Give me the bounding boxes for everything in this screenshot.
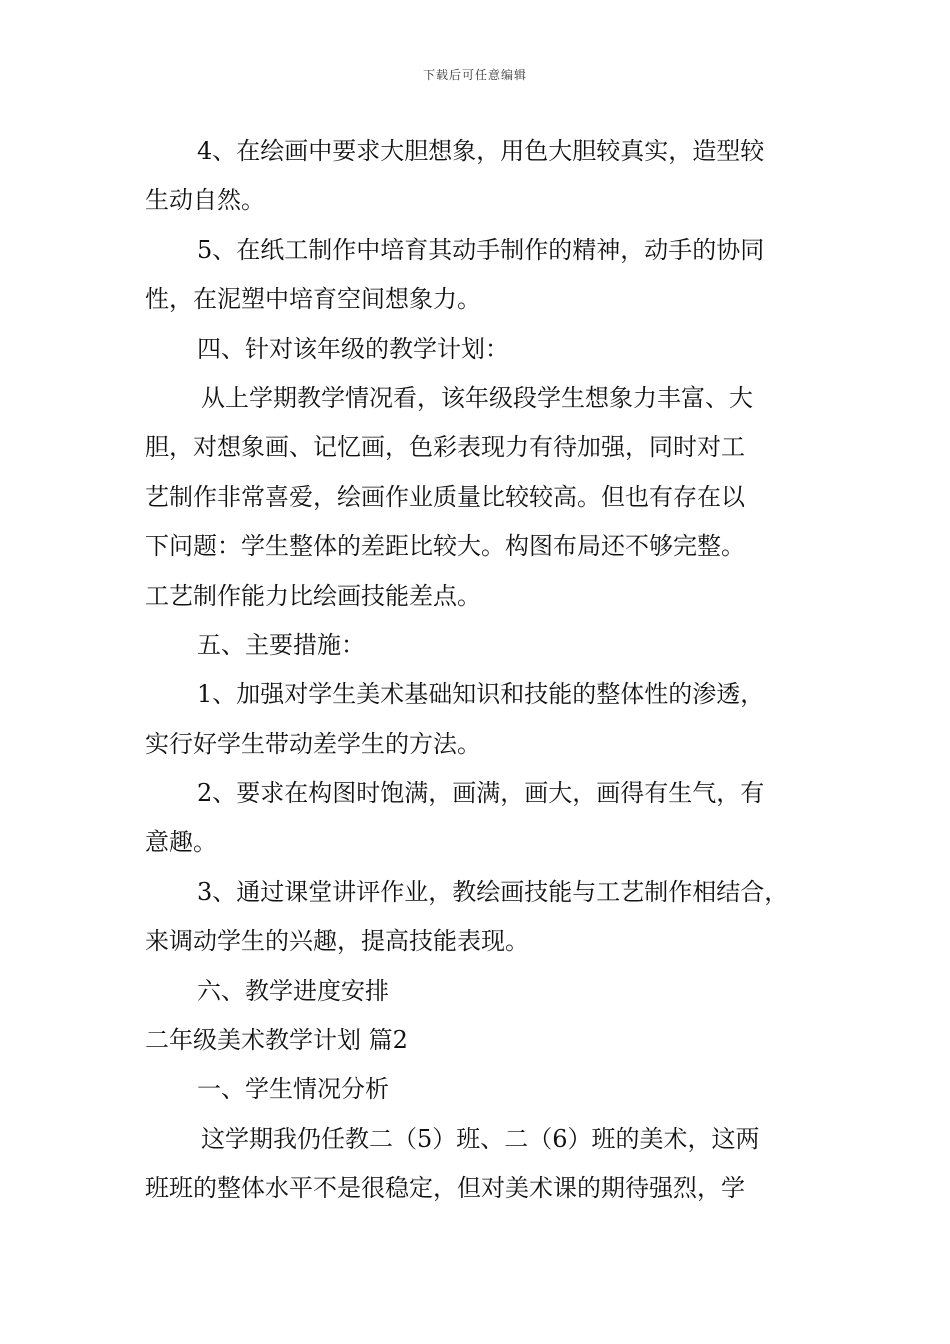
section-heading: 五、主要措施： — [197, 630, 365, 659]
text-line: 班班的整体水平不是很稳定，但对美术课的期待强烈，学 — [145, 1174, 745, 1203]
section-heading: 一、学生情况分析 — [197, 1075, 389, 1104]
text-line: 从上学期教学情况看，该年级段学生想象力丰富、大 — [201, 383, 753, 412]
text-line: 艺制作非常喜爱，绘画作业质量比较较高。但也有存在以 — [145, 482, 745, 511]
section-heading: 四、针对该年级的教学计划： — [197, 334, 509, 363]
text-line: 4、在绘画中要求大胆想象，用色大胆较真实，造型较 — [197, 137, 765, 165]
text-line: 下问题：学生整体的差距比较大。构图布局还不够完整。 — [145, 532, 745, 561]
text-line: 意趣。 — [145, 828, 217, 857]
text-line: 工艺制作能力比绘画技能差点。 — [145, 581, 481, 610]
document-title: 二年级美术教学计划 篇2 — [145, 1026, 408, 1055]
text-line: 5、在纸工制作中培育其动手制作的精神，动手的协同 — [197, 235, 765, 264]
text-line: 2、要求在构图时饱满，画满，画大，画得有生气，有 — [197, 779, 765, 808]
document-body — [145, 127, 820, 1214]
text-line: 胆，对想象画、记忆画，色彩表现力有待加强，同时对工 — [145, 433, 745, 462]
text-line: 来调动学生的兴趣，提高技能表现。 — [145, 927, 529, 956]
page-header: 下载后可任意编辑 — [422, 68, 527, 82]
text-line: 1、加强对学生美术基础知识和技能的整体性的渗透， — [197, 680, 765, 709]
section-heading: 六、教学进度安排 — [197, 976, 389, 1005]
text-line: 性，在泥塑中培育空间想象力。 — [145, 285, 481, 314]
text-line: 3、通过课堂讲评作业，教绘画技能与工艺制作相结合， — [197, 877, 789, 906]
text-line: 生动自然。 — [145, 186, 265, 215]
text-line: 实行好学生带动差学生的方法。 — [145, 729, 481, 758]
text-line: 这学期我仍任教二（5）班、二（6）班的美术，这两 — [201, 1124, 760, 1153]
